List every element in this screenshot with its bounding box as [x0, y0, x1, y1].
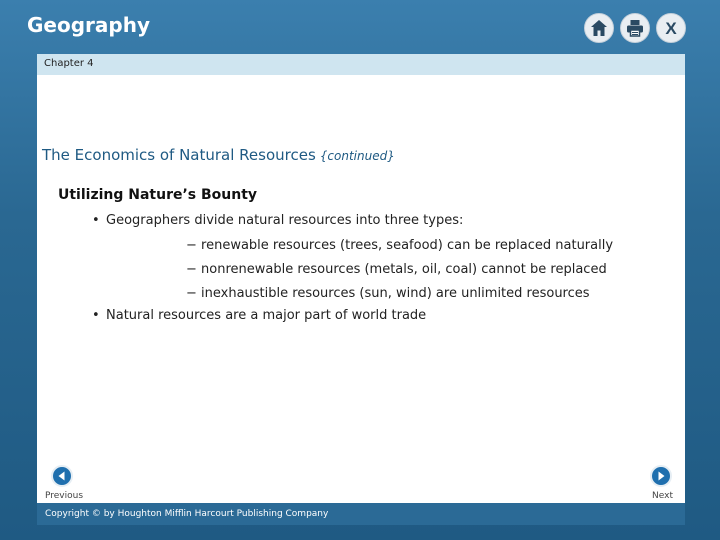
copyright-text: Copyright © by Houghton Mifflin Harcourt Publishing Company	[45, 509, 329, 519]
next-label[interactable]: Next	[652, 491, 673, 501]
header-toolbar	[584, 13, 686, 43]
close-button[interactable]	[656, 13, 686, 43]
previous-button[interactable]	[51, 465, 73, 487]
sub-bullet-item: − renewable resources (trees, seafood) can be replaced naturally	[186, 238, 614, 253]
next-button[interactable]	[650, 465, 672, 487]
arrow-left-icon	[56, 470, 68, 482]
arrow-right-icon	[655, 470, 667, 482]
bullet-dot: •	[92, 308, 100, 323]
home-icon	[589, 18, 609, 38]
close-icon	[661, 18, 681, 38]
svg-text:X: X	[665, 19, 677, 38]
bullet-item	[92, 213, 463, 228]
sub-bullet-item: − inexhaustible resources (sun, wind) are unlimited resources	[186, 286, 590, 301]
chapter-label: Chapter 4	[44, 58, 94, 69]
home-button[interactable]	[584, 13, 614, 43]
slide-title-continued: {continued}	[319, 149, 395, 163]
slide-content	[37, 75, 685, 503]
print-button[interactable]	[620, 13, 650, 43]
sub-bullet-item: − nonrenewable resources (metals, oil, coal) cannot be replaced	[186, 262, 607, 277]
chapter-bar	[37, 54, 685, 75]
slide-title-text: The Economics of Natural Resources	[42, 146, 316, 164]
bullet-dot: •	[92, 213, 100, 228]
footer-bar	[37, 503, 685, 525]
slide-subheading: Utilizing Nature’s Bounty	[58, 187, 258, 203]
bullet-text: Natural resources are a major part of world trade	[106, 308, 427, 323]
previous-label[interactable]: Previous	[45, 491, 84, 501]
bullet-item	[92, 308, 426, 323]
bullet-text: Geographers divide natural resources into three types:	[106, 213, 464, 228]
slide-title	[42, 146, 395, 164]
print-icon	[625, 18, 645, 38]
app-title: Geography	[27, 13, 150, 37]
